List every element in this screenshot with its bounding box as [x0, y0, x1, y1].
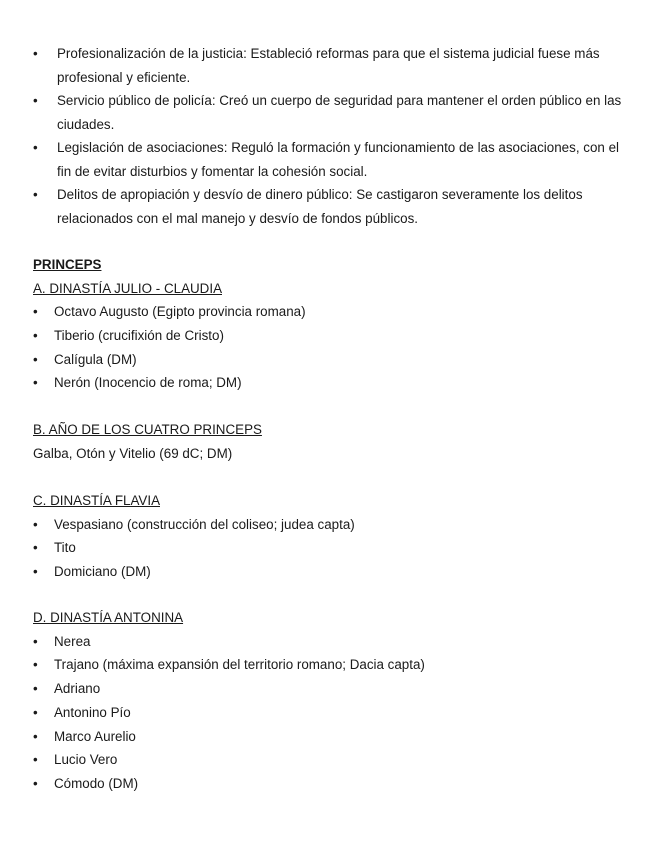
list-item-text: Servicio público de policía: Creó un cuerpo de seguridad para mantener el orden público en las ciudades. — [57, 93, 622, 132]
bullet-icon: • — [33, 327, 38, 343]
list-item-text: Delitos de apropiación y desvío de dinero público: Se castigaron severamente los delitos relacionados con el mal manejo y desvío de fondos públicos. — [57, 187, 583, 226]
list-item — [33, 300, 623, 324]
list-item-text: Domiciano (DM) — [54, 564, 151, 580]
dynasty-heading-julio-claudia: A. DINASTÍA JULIO - CLAUDIA — [33, 280, 222, 296]
bullet-icon: • — [33, 728, 38, 744]
list-item-text: Cómodo (DM) — [54, 776, 139, 792]
list-item — [33, 348, 623, 372]
antonina-list — [33, 630, 623, 797]
bullet-icon: • — [33, 140, 38, 155]
list-item-text: Legislación de asociaciones: Reguló la formación y funcionamiento de las asociaciones, con el fin de evitar disturbios y fomentar la cohesión social. — [57, 140, 619, 179]
list-item-text: Marco Aurelio — [54, 728, 136, 744]
dynasty-heading-flavia: C. DINASTÍA FLAVIA — [33, 493, 160, 508]
bullet-icon: • — [33, 46, 38, 61]
list-item — [33, 536, 623, 560]
list-item-text: Nerón (Inocencio de roma; DM) — [54, 375, 242, 391]
antonina-section — [33, 606, 623, 796]
bullet-icon: • — [33, 187, 38, 202]
bullet-icon: • — [33, 540, 38, 556]
list-item — [33, 653, 623, 677]
list-item — [33, 748, 623, 772]
list-item — [33, 42, 623, 89]
list-item — [33, 677, 623, 701]
cuatro-princeps-section — [33, 418, 623, 465]
cuatro-princeps-text: Galba, Otón y Vitelio (69 dC; DM) — [33, 445, 233, 461]
bullet-icon: • — [33, 776, 38, 792]
bullet-icon: • — [33, 351, 38, 367]
reform-list — [33, 42, 623, 230]
list-item-text: Antonino Pío — [54, 704, 131, 720]
list-item-text: Tito — [54, 540, 76, 556]
list-item — [33, 324, 623, 348]
list-item-text: Lucio Vero — [54, 752, 118, 768]
bullet-icon: • — [33, 375, 38, 391]
list-item — [33, 513, 623, 537]
bullet-icon: • — [33, 657, 38, 673]
bullet-icon: • — [33, 304, 38, 319]
list-item — [33, 560, 623, 584]
list-item-text: Adriano — [54, 681, 101, 697]
bullet-icon: • — [33, 681, 38, 697]
bullet-icon: • — [33, 704, 38, 720]
list-item — [33, 630, 623, 654]
bullet-icon: • — [33, 564, 38, 580]
list-item — [33, 701, 623, 725]
list-item — [33, 371, 623, 395]
dynasty-heading-cuatro-princeps: B. AÑO DE LOS CUATRO PRINCEPS — [33, 422, 262, 437]
list-item — [33, 136, 623, 183]
list-item-text: Tiberio (crucifixión de Cristo) — [54, 327, 224, 343]
bullet-icon: • — [33, 516, 38, 532]
list-item — [33, 725, 623, 749]
list-item-text: Trajano (máxima expansión del territorio romano; Dacia capta) — [54, 657, 425, 673]
flavia-list — [33, 513, 623, 584]
list-item — [33, 183, 623, 230]
bullet-icon: • — [33, 93, 38, 108]
julio-claudia-list — [33, 300, 623, 395]
list-item — [33, 89, 623, 136]
list-item-text: Profesionalización de la justicia: Estableció reformas para que el sistema judicial fuese más profesional y eficiente. — [57, 46, 600, 85]
flavia-section — [33, 489, 623, 584]
list-item-text: Calígula (DM) — [54, 351, 137, 367]
list-item — [33, 772, 623, 796]
princeps-section — [33, 253, 623, 395]
list-item-text: Vespasiano (construcción del coliseo; judea capta) — [54, 516, 355, 532]
section-title: PRINCEPS — [33, 257, 102, 272]
bullet-icon: • — [33, 633, 38, 649]
dynasty-heading-antonina: D. DINASTÍA ANTONINA — [33, 610, 184, 625]
list-item-text: Nerea — [54, 633, 91, 649]
bullet-icon: • — [33, 752, 38, 768]
list-item-text: Octavo Augusto (Egipto provincia romana) — [54, 304, 306, 319]
